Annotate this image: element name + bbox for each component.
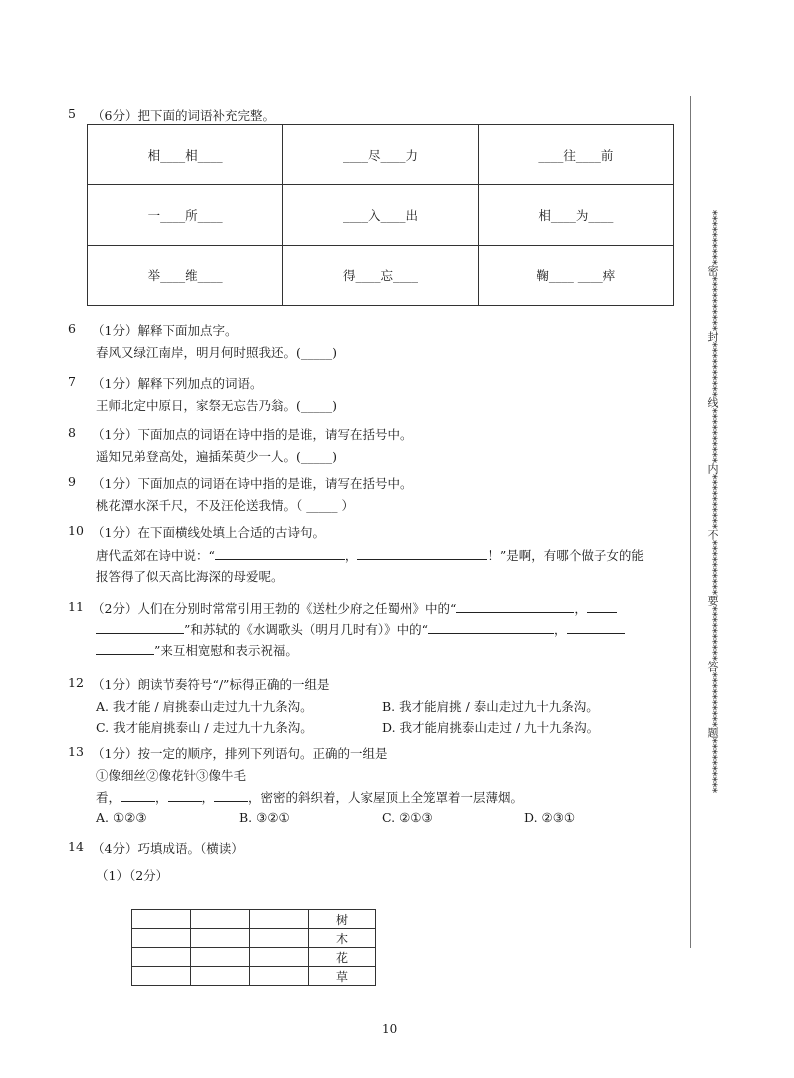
q10-number: 10	[68, 523, 84, 538]
q6-prompt: （1分）解释下面加点字。	[92, 323, 238, 338]
q11-blank-3[interactable]	[428, 621, 554, 634]
idiom-cell[interactable]	[132, 929, 191, 948]
q5-cell[interactable]: 举____维____	[88, 245, 283, 305]
q11-comma-2: ，	[554, 622, 567, 637]
idiom-cell[interactable]	[191, 967, 250, 986]
q13-blank-3[interactable]	[214, 789, 248, 802]
q11-lead: （2分）人们在分别时常常引用王勃的《送杜少府之任蜀州》中的“	[92, 601, 457, 616]
seal-notice: **********密**********封**********线**********内**********不**********要**********答**********题**********	[706, 210, 719, 793]
q5-cell[interactable]: 相____为____	[478, 185, 673, 245]
q13-blank-2[interactable]	[168, 789, 202, 802]
q5-prompt: （6分）把下面的词语补充完整。	[92, 108, 275, 123]
q10-comma: ，	[344, 548, 358, 563]
q11-comma: ，	[574, 601, 587, 616]
q11-mid: ”和苏轼的《水调歌头（明月几时有）》中的“	[184, 622, 429, 637]
q13-prompt: （1分）按一定的顺序，排列下列语句。正确的一组是	[92, 746, 388, 761]
q13-sep-1: ，	[155, 790, 168, 805]
q10-line2: 报答得了似天高比海深的母爱呢。	[96, 569, 284, 584]
q13-items: ①像细丝②像花针③像牛毛	[96, 768, 247, 783]
q10-tail: ！”是啊，有哪个做子女的能	[487, 548, 644, 563]
q6-body[interactable]: 春风又绿江南岸，明月何时照我还。(_____)	[96, 345, 338, 360]
q13-tail: ，密密的斜织着，人家屋顶上全笼罩着一层薄烟。	[248, 790, 524, 805]
q11-blank-4[interactable]	[567, 621, 625, 634]
q13-option-d[interactable]: D. ②③①	[524, 810, 576, 825]
q11-line2	[96, 620, 625, 638]
q5-cell[interactable]: 得____忘____	[283, 245, 478, 305]
q9-prompt: （1分）下面加点的词语在诗中指的是谁，请写在括号中。	[92, 476, 413, 491]
q10-prompt: （1分）在下面横线处填上合适的古诗句。	[92, 525, 325, 540]
q12-prompt: （1分）朗读节奏符号“/”标得正确的一组是	[92, 677, 330, 692]
q8-prompt: （1分）下面加点的词语在诗中指的是谁，请写在括号中。	[92, 427, 413, 442]
q13-option-c[interactable]: C. ②①③	[382, 810, 433, 825]
q11-blank-4b[interactable]	[96, 642, 154, 655]
q7-prompt: （1分）解释下列加点的词语。	[92, 376, 263, 391]
idiom-cell[interactable]	[250, 929, 309, 948]
page-number: 10	[382, 1022, 398, 1036]
q14-number: 14	[68, 839, 84, 854]
q12-number: 12	[68, 675, 84, 690]
q10-lead: 唐代孟郊在诗中说：“	[96, 548, 215, 563]
idiom-cell[interactable]	[132, 910, 191, 929]
q13-option-b[interactable]: B. ③②①	[239, 810, 290, 825]
q7-number: 7	[68, 374, 76, 389]
q7-body[interactable]: 王师北定中原日，家祭无忘告乃翁。(_____)	[96, 398, 338, 413]
idiom-given-char: 木	[309, 929, 376, 948]
q13-sep-2: ，	[201, 790, 215, 805]
idiom-given-char: 草	[309, 967, 376, 986]
idiom-given-char: 树	[309, 910, 376, 929]
q11-line3	[96, 641, 298, 659]
q5-cell[interactable]: 一____所____	[88, 185, 283, 245]
q5-cell[interactable]: ____入____出	[283, 185, 478, 245]
binding-line	[690, 96, 691, 948]
q13-blank-1[interactable]	[121, 789, 155, 802]
q13-lead: 看，	[96, 790, 122, 805]
q12-option-d[interactable]: D. 我才能肩挑泰山走过 / 九十九条沟。	[382, 720, 600, 735]
idiom-given-char: 花	[309, 948, 376, 967]
q12-option-b[interactable]: B. 我才能肩挑 / 泰山走过九十九条沟。	[382, 699, 599, 714]
idiom-cell[interactable]	[191, 910, 250, 929]
idiom-cell[interactable]	[132, 967, 191, 986]
q13-sentence	[96, 788, 523, 806]
q5-cell[interactable]: ____尽____力	[283, 125, 478, 185]
q5-fill-table	[87, 124, 674, 306]
q14-prompt: （4分）巧填成语。（横读）	[92, 841, 244, 856]
q11-number: 11	[68, 599, 84, 614]
q10-blank-1[interactable]	[215, 547, 345, 560]
idiom-cell[interactable]	[191, 929, 250, 948]
q5-cell[interactable]: 鞠____ ____瘁	[478, 245, 673, 305]
q14-idiom-grid	[131, 909, 376, 986]
q8-body[interactable]: 遥知兄弟登高处，遍插茱萸少一人。(_____)	[96, 449, 338, 464]
q14-sub-label: （1）（2分）	[96, 868, 169, 883]
q10-line1	[96, 546, 644, 564]
q6-number: 6	[68, 321, 76, 336]
q5-cell[interactable]: 相____相____	[88, 125, 283, 185]
q12-option-a[interactable]: A. 我才能 / 肩挑泰山走过九十九条沟。	[96, 699, 313, 714]
q13-number: 13	[68, 744, 84, 759]
q5-cell[interactable]: ____往____前	[478, 125, 673, 185]
q10-blank-2[interactable]	[357, 547, 487, 560]
q11-line1	[92, 599, 617, 617]
q12-option-c[interactable]: C. 我才能肩挑泰山 / 走过九十九条沟。	[96, 720, 313, 735]
idiom-cell[interactable]	[191, 948, 250, 967]
q9-number: 9	[68, 474, 76, 489]
q9-body[interactable]: 桃花潭水深千尺，不及汪伦送我情。（ _____ ）	[96, 498, 354, 513]
idiom-cell[interactable]	[250, 967, 309, 986]
idiom-cell[interactable]	[132, 948, 191, 967]
q11-blank-2[interactable]	[587, 600, 617, 613]
idiom-cell[interactable]	[250, 948, 309, 967]
idiom-cell[interactable]	[250, 910, 309, 929]
q5-number: 5	[68, 106, 76, 121]
q11-blank-2b[interactable]	[96, 621, 184, 634]
q13-option-a[interactable]: A. ①②③	[96, 810, 147, 825]
q11-blank-1[interactable]	[456, 600, 574, 613]
q11-tail: ”来互相宽慰和表示祝福。	[154, 643, 298, 658]
q8-number: 8	[68, 425, 76, 440]
